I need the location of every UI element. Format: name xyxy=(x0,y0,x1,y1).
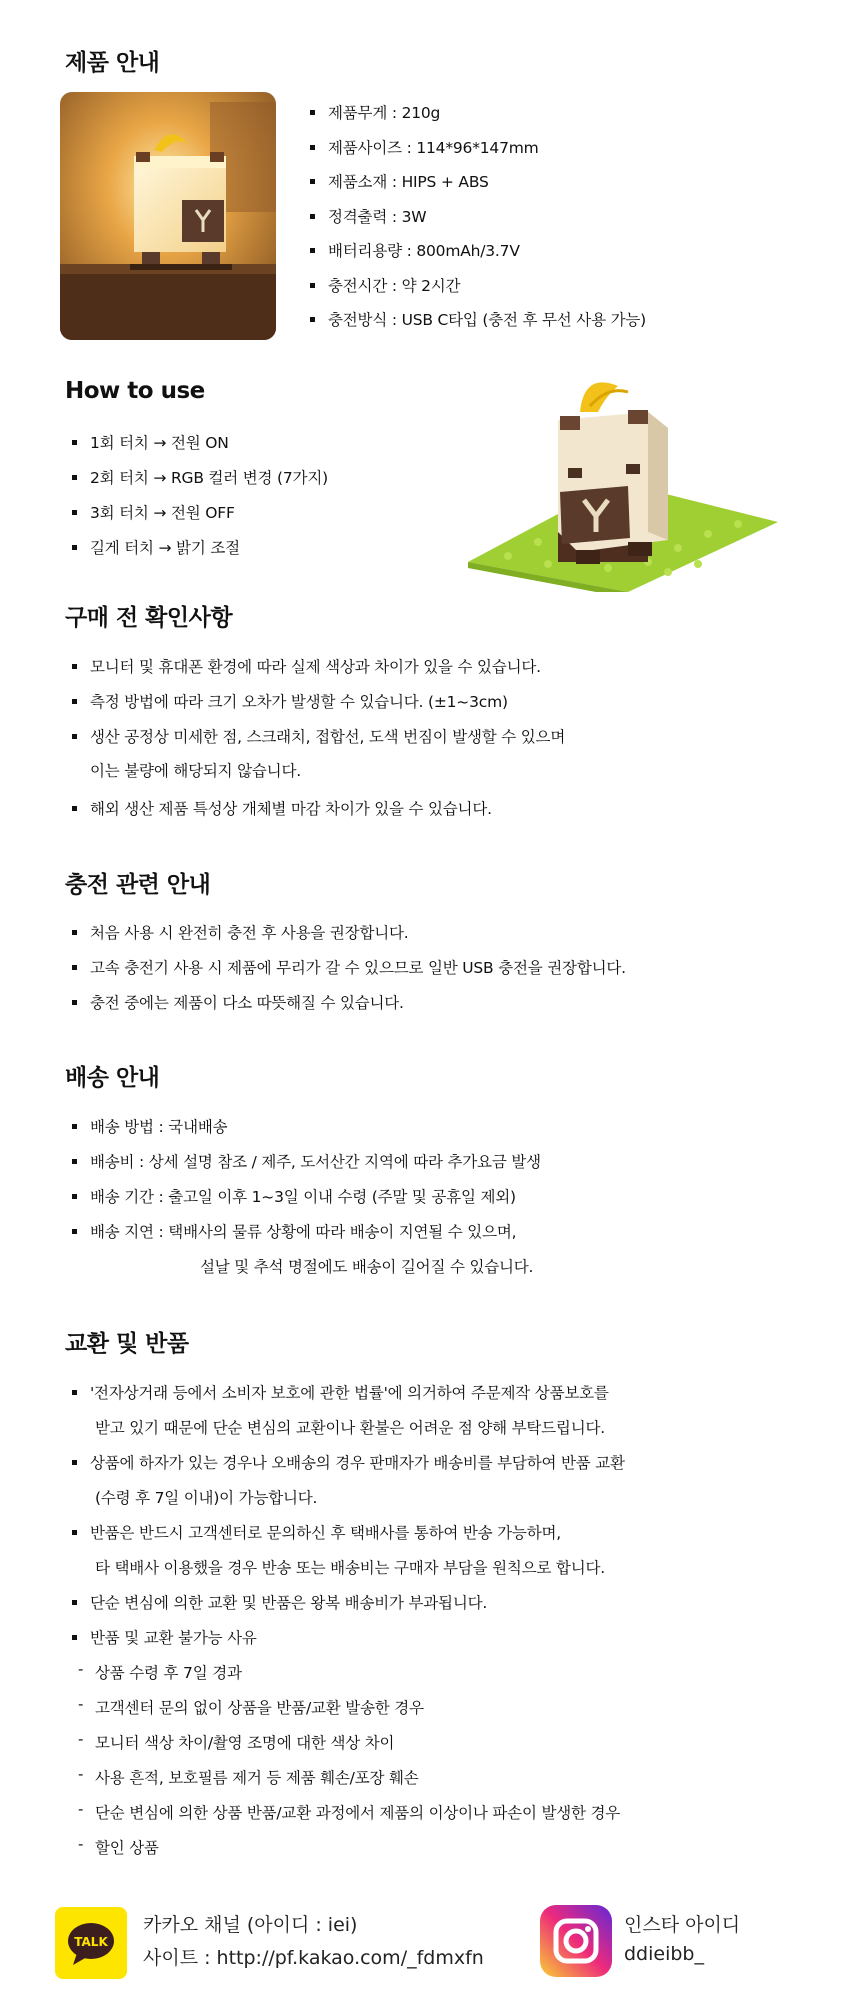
howto-item: 2회 터치 → RGB 컬러 변경 (7가지) xyxy=(90,469,328,487)
section-title-product: 제품 안내 xyxy=(65,50,160,76)
precheck-item: 모니터 및 휴대폰 환경에 따라 실제 색상과 차이가 있을 수 있습니다. xyxy=(90,658,541,676)
bullet xyxy=(72,1000,77,1005)
dash: - xyxy=(78,1695,84,1713)
bullet xyxy=(72,510,77,515)
bullet xyxy=(310,248,315,253)
bullet xyxy=(310,110,315,115)
reason-item: 모니터 색상 차이/촬영 조명에 대한 색상 차이 xyxy=(95,1734,395,1752)
spec-size: 제품사이즈 : 114*96*147mm xyxy=(328,139,539,157)
bullet xyxy=(72,1530,77,1535)
charging-item: 고속 충전기 사용 시 제품에 무리가 갈 수 있으므로 일반 USB 충전을 권장합니다. xyxy=(90,959,626,977)
charging-item: 충전 중에는 제품이 다소 따뜻해질 수 있습니다. xyxy=(90,994,404,1012)
returns-item-continued: (수령 후 7일 이내)이 가능합니다. xyxy=(95,1489,318,1507)
spec-charge-time: 충전시간 : 약 2시간 xyxy=(328,277,461,295)
dash: - xyxy=(78,1660,84,1678)
precheck-item: 측정 방법에 따라 크기 오차가 발생할 수 있습니다. (±1~3cm) xyxy=(90,693,508,711)
spec-output: 정격출력 : 3W xyxy=(328,208,427,226)
bullet xyxy=(72,1159,77,1164)
instagram-id[interactable]: ddieibb_ xyxy=(624,1943,704,1965)
precheck-item: 생산 공정상 미세한 점, 스크래치, 접합선, 도색 번짐이 발생할 수 있으며 xyxy=(90,728,566,746)
shipping-item: 배송 방법 : 국내배송 xyxy=(90,1118,228,1136)
howto-item: 1회 터치 → 전원 ON xyxy=(90,434,229,452)
product-photo xyxy=(60,92,276,340)
bullet xyxy=(310,179,315,184)
precheck-item: 해외 생산 제품 특성상 개체별 마감 차이가 있을 수 있습니다. xyxy=(90,800,492,818)
bullet xyxy=(72,664,77,669)
returns-item: 반품 및 교환 불가능 사유 xyxy=(90,1629,257,1647)
howto-item: 3회 터치 → 전원 OFF xyxy=(90,504,235,522)
precheck-item-continued: 이는 불량에 해당되지 않습니다. xyxy=(90,762,301,780)
bullet xyxy=(72,1390,77,1395)
bullet xyxy=(72,1194,77,1199)
bullet xyxy=(310,317,315,322)
dash: - xyxy=(78,1800,84,1818)
kakao-channel-id: 카카오 채널 (아이디 : iei) xyxy=(143,1914,358,1936)
bullet xyxy=(72,1635,77,1640)
lamp-on-baseplate-image xyxy=(468,372,778,592)
bullet xyxy=(72,1600,77,1605)
returns-item-continued: 받고 있기 때문에 단순 변심의 교환이나 환불은 어려운 점 양해 부탁드립니다. xyxy=(95,1419,605,1437)
lamp-photo-illustration xyxy=(60,92,276,340)
spec-weight: 제품무게 : 210g xyxy=(328,104,441,122)
section-title-precheck: 구매 전 확인사항 xyxy=(65,605,233,631)
returns-item: 상품에 하자가 있는 경우나 오배송의 경우 판매자가 배송비를 부담하여 반품 교환 xyxy=(90,1454,625,1472)
shipping-item-continued: 설날 및 추석 명절에도 배송이 길어질 수 있습니다. xyxy=(200,1258,534,1276)
shipping-item: 배송 기간 : 출고일 이후 1~3일 이내 수령 (주말 및 공휴일 제외) xyxy=(90,1188,516,1206)
kakaotalk-icon[interactable] xyxy=(55,1907,127,1979)
returns-item: 단순 변심에 의한 교환 및 반품은 왕복 배송비가 부과됩니다. xyxy=(90,1594,488,1612)
returns-item-continued: 타 택배사 이용했을 경우 반송 또는 배송비는 구매자 부담을 원칙으로 합니다. xyxy=(95,1559,605,1577)
howto-item: 길게 터치 → 밝기 조절 xyxy=(90,539,240,557)
bullet xyxy=(72,930,77,935)
bullet xyxy=(72,806,77,811)
bullet xyxy=(72,1460,77,1465)
bullet xyxy=(72,1124,77,1129)
shipping-item: 배송비 : 상세 설명 참조 / 제주, 도서산간 지역에 따라 추가요금 발생 xyxy=(90,1153,541,1171)
section-title-returns: 교환 및 반품 xyxy=(65,1331,189,1357)
reason-item: 단순 변심에 의한 상품 반품/교환 과정에서 제품의 이상이나 파손이 발생한 경우 xyxy=(95,1804,621,1822)
returns-item: 반품은 반드시 고객센터로 문의하신 후 택배사를 통하여 반송 가능하며, xyxy=(90,1524,561,1542)
bullet xyxy=(72,699,77,704)
reason-item: 사용 흔적, 보호필름 제거 등 제품 훼손/포장 훼손 xyxy=(95,1769,419,1787)
dash: - xyxy=(78,1730,84,1748)
shipping-item: 배송 지연 : 택배사의 물류 상황에 따라 배송이 지연될 수 있으며, xyxy=(90,1223,517,1241)
instagram-icon[interactable] xyxy=(540,1905,612,1977)
reason-item: 상품 수령 후 7일 경과 xyxy=(95,1664,242,1682)
instagram-label: 인스타 아이디 xyxy=(624,1914,741,1936)
reason-item: 할인 상품 xyxy=(95,1839,159,1857)
spec-material: 제품소재 : HIPS + ABS xyxy=(328,173,489,191)
spec-charge-method: 충전방식 : USB C타입 (충전 후 무선 사용 가능) xyxy=(328,311,646,329)
bullet xyxy=(72,1229,77,1234)
bullet xyxy=(310,214,315,219)
bullet xyxy=(72,475,77,480)
section-title-charging: 충전 관련 안내 xyxy=(65,872,211,898)
dash: - xyxy=(78,1835,84,1853)
kakao-icon-text: TALK xyxy=(74,1935,108,1949)
section-title-shipping: 배송 안내 xyxy=(65,1065,160,1091)
kakao-site-link[interactable]: 사이트 : http://pf.kakao.com/_fdmxfn xyxy=(143,1947,484,1969)
bullet xyxy=(72,734,77,739)
returns-item: '전자상거래 등에서 소비자 보호에 관한 법률'에 의거하여 주문제작 상품보호를 xyxy=(90,1384,609,1402)
section-title-howto: How to use xyxy=(65,378,205,404)
charging-item: 처음 사용 시 완전히 충전 후 사용을 권장합니다. xyxy=(90,924,409,942)
spec-battery: 배터리용량 : 800mAh/3.7V xyxy=(328,242,520,260)
bullet xyxy=(72,965,77,970)
bullet xyxy=(310,283,315,288)
bullet xyxy=(310,145,315,150)
reason-item: 고객센터 문의 없이 상품을 반품/교환 발송한 경우 xyxy=(95,1699,424,1717)
bullet xyxy=(72,545,77,550)
bullet xyxy=(72,440,77,445)
dash: - xyxy=(78,1765,84,1783)
